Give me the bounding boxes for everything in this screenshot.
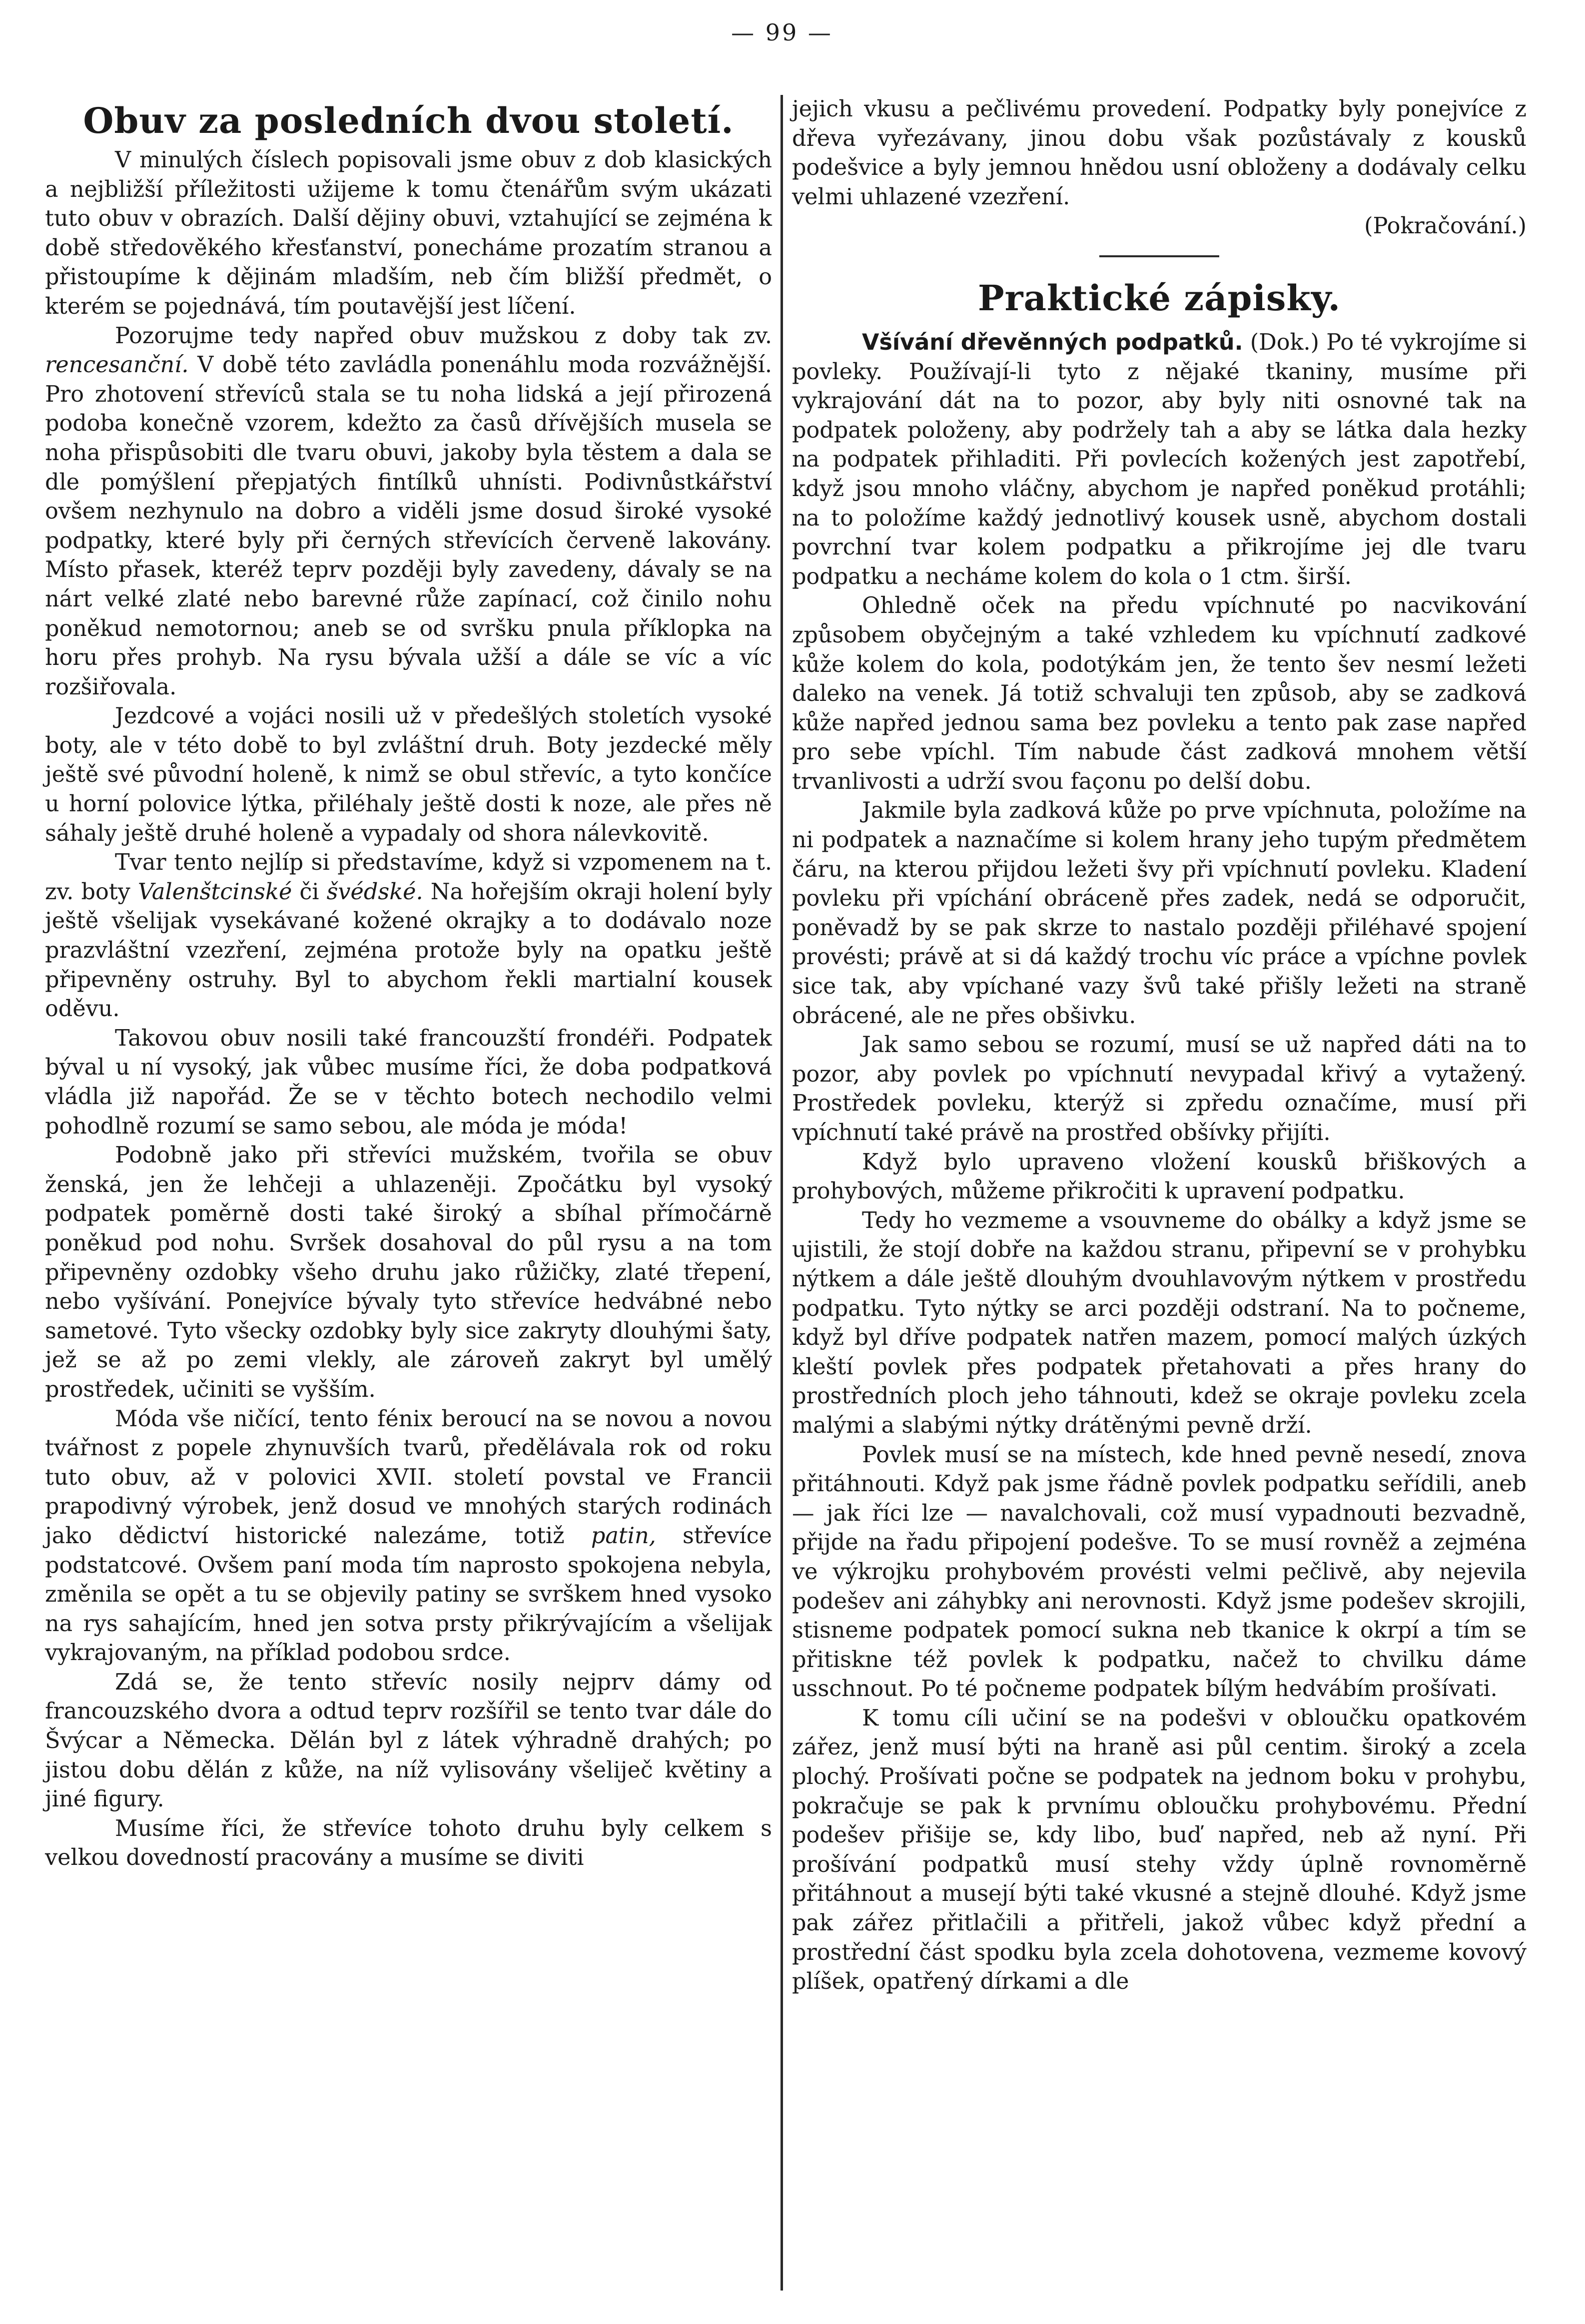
paragraph: K tomu cíli učiní se na podešvi v obloučku opatkovém zářez, jenž musí býti na hraně asi půl centim. široký a zcela plochý. Prošívati počne se podpatek na jednom boku v prohybu, pokračuje se pak k prvnímu obloučku prohybovému. Přední podešev přišije se, kdy libo, buď napřed, neb až nyní. Při prošívání podpatků musí stehy vždy úplně rovnoměrně přitáhnout a musejí býti také vkusné a stejně dlouhé. Když jsme pak zářez přitlačili a přitřeli, jakož vůbec když přední a prostřední část spodku byla zcela dohotovena, vezmeme kovový plíšek, opatřený dírkami a dle (792, 1705, 1527, 1995)
continued-note: (Pokračování.) (1364, 213, 1527, 239)
column-divider (781, 95, 783, 2291)
paragraph: Takovou obuv nosili také francouzští frondéři. Podpatek býval u ní vysoký, jak vůbec musíme říci, že doba podpatková vládla již napořád. Že se v těchto botech nechodilo velmi pohodlně rozumí se samo sebou, ale móda je móda! (45, 1025, 772, 1139)
paragraph: Podobně jako při střevíci mužském, tvořila se obuv ženská, jen že lehčeji a uhlazeněji. Zpočátku byl vysoký podpatek poměrně dosti také široký a sbíhal přímočárně poněkud pod nohu. Svršek dosahoval do půl rysu a na tom připevněny ozdobky všeho druhu jako růžičky, zlaté třepení, nebo vyšívání. Ponejvíce bývaly tyto střevíce hedvábné nebo sametové. Tyto všecky ozdobky byly sice zakryty dlouhými šaty, jež se až po zemi vlekly, ale zároveň zakryt byl umělý prostředek, učiniti se vyšším. (45, 1143, 772, 1402)
section-title: Praktické zápisky. (978, 277, 1341, 319)
paragraph: Všívání dřevěnných podpatků. (Dok.) Po té vykrojíme si povleky. Používají-li tyto z nějaké tkaniny, musíme při vykrajování dát na to pozor, aby byly niti osnovné tak na podpatek položeny, aby podržely tah a aby se látka dala hezky na podpatek přihladiti. Při povlecích kožených jest zapotřebí, když jsou mnoho vláčny, abychom je napřed poněkud protáhli; na to položíme každý jednotlivý kousek usně, abychom dostali povrchní tvar kolem podpatku a přikrojíme jej dle tvaru podpatku a necháme kolem do kola o 1 ctm. širší. (792, 329, 1527, 589)
paragraph: Tedy ho vezmeme a vsouvneme do obálky a když jsme se ujistili, že stojí dobře na každou stranu, připevní se v prohybku nýtkem a dále ještě dlouhým dvouhlavovým nýtkem v prostředu podpatku. Tyto nýtky se arci později odstraní. Na to počneme, když byl dříve podpatek natřen mazem, pomocí malých úzkých kleští povlek přes podpatek přetahovati a přes hrany do prostředních ploch jeho táhnouti, kdež se okraje povleku zcela malými a slabými nýtky drátěnými pevně drží. (792, 1207, 1527, 1438)
paragraph: Zdá se, že tento střevíc nosily nejprv dámy od francouzského dvora a odtud teprv rozšířil se tento tvar dále do Švýcar a Německa. Dělán byl z látek výhradně drahých; po jistou dobu dělán z kůže, na níž vylisovány všeliječ květiny a jiné figury. (45, 1669, 772, 1812)
paragraph: Když bylo upraveno vložení kousků břiškových a prohybových, můžeme přikročiti k upravení podpatku. (792, 1149, 1527, 1204)
right-column (792, 95, 1527, 1997)
paragraph: Tvar tento nejlíp si představíme, když si vzpomenem na t. zv. boty Valenštcinské či švédské. Na hořejším okraji holení byly ještě všelijak vysekávané kožené okrajky a to dodávalo noze prazvláštní vzezření, zejména protože byly na opatku ještě připevněny ostruhy. Byl to abychom řekli martialní kousek oděvu. (45, 850, 773, 1022)
subheading: Všívání dřevěnných podpatků. (862, 329, 1243, 355)
paragraph: V minulých číslech popisovali jsme obuv z dob klasických a nejbližší příležitosti užijeme k tomu čtenářům svým ukázati tuto obuv v obrazích. Další dějiny obuvi, vztahující se zejména k době středověkého křesťanství, ponecháme prozatím stranou a přistoupíme k dějinám mladším, neb čím bližší předmět, o kterém se pojednává, tím poutavější jest líčení. (45, 147, 772, 319)
section-separator (1099, 255, 1219, 257)
paragraph: Jezdcové a vojáci nosili už v předešlých stoletích vysoké boty, ale v této době to byl zvláštní druh. Boty jezdecké měly ještě své původní holeně, k nimž se obul střevíc, a tyto končíce u horní polovice lýtka, přiléhaly ještě dosti k noze, ale přes ně sáhaly ještě druhé holeně a vypadaly od shora nálevkovitě. (45, 703, 772, 846)
paragraph: Jak samo sebou se rozumí, musí se už napřed dáti na to pozor, aby povlek po vpíchnutí nevypadal křivý a vytažený. Prostředek povleku, kterýž si zpředu označíme, musí při vpíchnutí také právě na prostřed obšívky přijíti. (792, 1032, 1527, 1146)
paragraph: Móda vše ničící, tento fénix beroucí na se novou a novou tvářnost z popele zhynuvších tvarů, předělávala rok od roku tuto obuv, až v polovici XVII. století povstal ve Francii prapodivný výrobek, jenž dosud ve mnohých starých rodinách jako dědictví historické nalezáme, totiž patin, střevíce podstatcové. Ovšem paní moda tím naprosto spokojena nebyla, změnila se opět a tu se objevily patiny se svrškem hned vysoko na rys sahajícím, hned jen sotva prsty přikrývajícím a všelijak vykrajovaným, na příklad podobou srdce. (45, 1406, 772, 1666)
article-title: Obuv za posledních dvou století. (83, 100, 734, 141)
paragraph: Ohledně oček na předu vpíchnuté po nacvikování způsobem obyčejným a také vzhledem ku vpíchnutí zadkové kůže kolem do kola, podotýkám jen, že tento šev nesmí ležeti daleko na venek. Já totiž schvaluji ten způsob, aby se zadková kůže napřed jednou sama bez povleku a tento pak zase napřed pro sebe vpíchl. Tím nabude část zadková mnohem větší trvanlivosti a udrží svou façonu po delší dobu. (792, 593, 1527, 794)
paragraph: jejich vkusu a pečlivému provedení. Podpatky byly ponejvíce z dřeva vyřezávany, jinou dobu však pozůstávaly z kousků podešvice a byly jemnou hnědou usní obloženy a dodávaly celku velmi uhlazené vzezření. (792, 96, 1527, 210)
paragraph: Musíme říci, že střevíce tohoto druhu byly celkem s velkou dovedností pracovány a musíme se diviti (45, 1815, 772, 1871)
paragraph: Pozorujme tedy napřed obuv mužskou z doby tak zv. rencesanční. V době této zavládla ponenáhlu moda rozvážnější. Pro zhotovení střevíců stala se tu noha lidská a její přirozená podoba konečně vzorem, kdežto za časů dřívějších musela se noha přispůsobiti dle tvaru obuvi, jakoby byla těstem a dala se dle pomýšlení přepjatých fintílků uhnísti. Podivnůstkářství ovšem nezhynulo na dobro a viděli jsme dosud široké vysoké podpatky, které byly při černých střevících červeně lakovány. Místo přasek, kteréž teprv později byly zavedeny, dávaly se na nárt velké zlaté nebo barevné růže zapínací, což činilo nohu poněkud nemotornou; aneb se od svršku pnula příklopka na horu přes prohyb. Na rysu bývala užší a dále se víc a víc rozšiřovala. (45, 323, 772, 700)
paragraph: Jakmile byla zadková kůže po prve vpíchnuta, položíme na ni podpatek a naznačíme si kolem hrany jeho tupým předmětem čáru, na kterou přijdou ležeti švy při vpíchnutí povleku. Kladení povleku při vpíchání obráceně přes zadek, nedá se odporučit, poněvadž by se pak skrze to nastalo později přiléhavé spojení provésti; právě at si dá každý trochu víc práce a vpíchne povlek sice tak, aby vpíchané vazy švů také přišly ležeti na straně obrácené, ale ne přes obšivku. (792, 798, 1527, 1029)
paragraph: Povlek musí se na místech, kde hned pevně nesedí, znova přitáhnouti. Když pak jsme řádně povlek podpatku seřídili, aneb — jak říci lze — navalchovali, což musí vypadnouti bezvadně, přijde na řadu připojení podešve. To se musí rovněž a zejména ve výkrojku prohybovém provésti velmi pečlivě, aby nejevila podešev ani záhybky ani nerovnosti. Když jsme podešev skrojili, stisneme podpatek pomocí sukna neb tkanice k okrpí a tím se přitiskne též povlek k podpatku, načež to chvilku dáme usschnout. Po té počneme podpatek bílým hedvábím prošívati. (792, 1442, 1527, 1702)
page-number: — 99 — (731, 19, 833, 46)
left-column (45, 95, 772, 1873)
